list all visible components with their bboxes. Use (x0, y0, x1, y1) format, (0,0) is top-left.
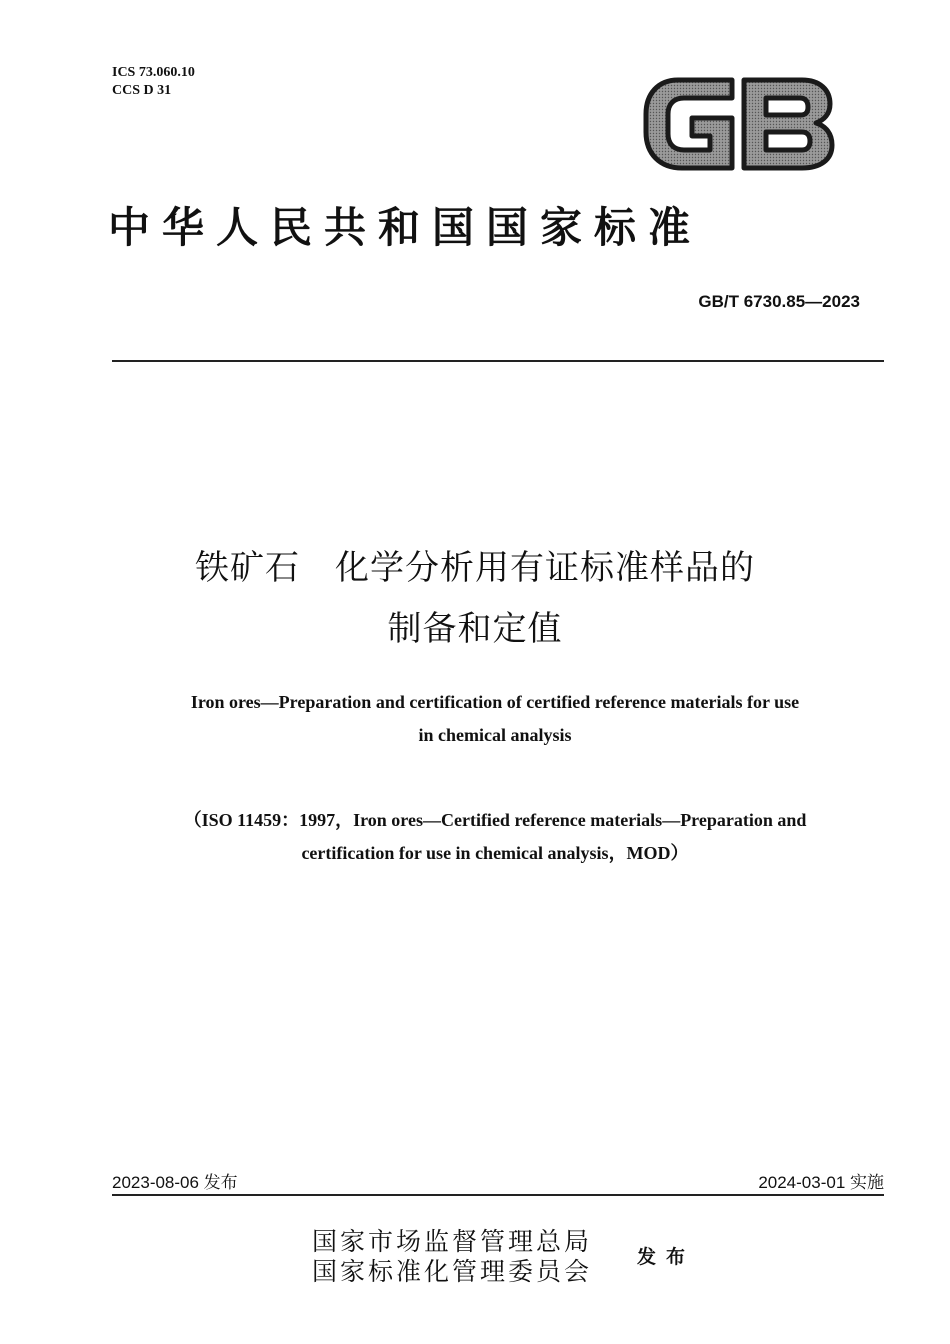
chinese-title-line-1: 铁矿石 化学分析用有证标准样品的 (195, 548, 755, 588)
bottom-divider (112, 1194, 884, 1196)
chinese-title-line-2: 制备和定值 (387, 609, 563, 649)
issue-date: 2023-08-06 发布 (112, 1173, 238, 1192)
ccs-code: CCS D 31 (112, 83, 172, 98)
classification-codes (112, 64, 195, 100)
top-divider (112, 360, 884, 362)
iso-reference-line-1: （ISO 11459：1997，Iron ores—Certified reference materials—Preparation and (183, 810, 807, 830)
english-title-line-1: Iron ores—Preparation and certification of certified reference materials for use (190, 692, 800, 712)
issuer-samr: 国家市场监督管理总局 (312, 1227, 593, 1256)
english-title-line-2: in chemical analysis (418, 725, 572, 745)
gb-logo-icon (640, 72, 835, 174)
national-standard-title: 中华人民共和国国家标准 (108, 203, 703, 252)
issuer-sac: 国家标准化管理委员会 (312, 1257, 593, 1286)
standard-number: GB/T 6730.85—2023 (698, 292, 860, 311)
ics-code: ICS 73.060.10 (112, 65, 195, 80)
iso-reference-line-2: certification for use in chemical analysis，MOD） (301, 843, 689, 863)
implementation-date: 2024-03-01 实施 (758, 1173, 884, 1192)
publish-label: 发布 (637, 1246, 696, 1268)
gb-logo-text: GB (640, 72, 642, 73)
